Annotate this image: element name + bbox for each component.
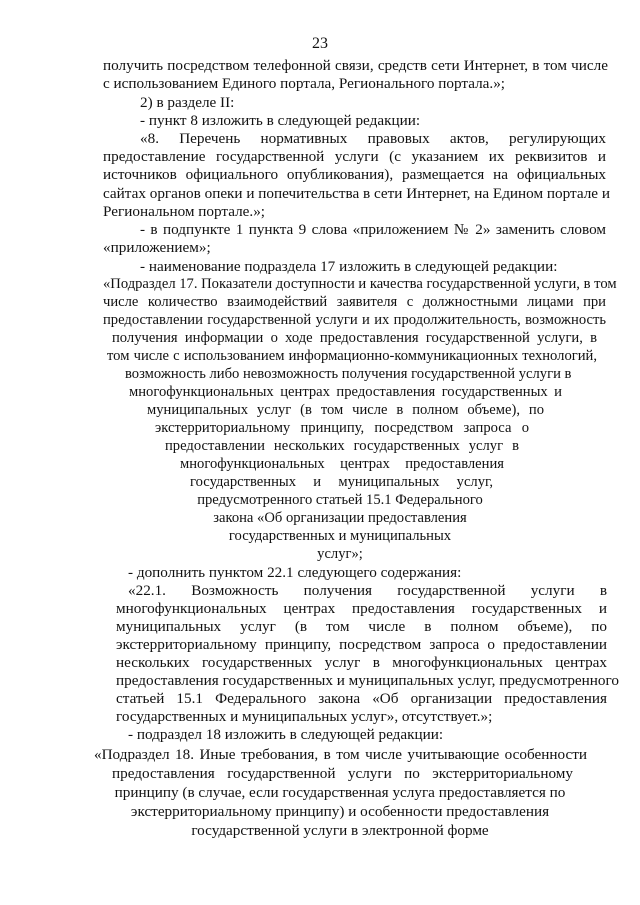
text-line: «приложением»;: [103, 239, 211, 256]
text-line: получить посредством телефонной связи, средств сети Интернет, в том числе: [103, 57, 608, 74]
text-line: предусмотренного статьей 15.1 Федерального: [197, 492, 483, 508]
page-number: 23: [312, 35, 328, 52]
text-line: - наименование подраздела 17 изложить в следующей редакции:: [140, 258, 558, 275]
text-line: муниципальных услуг (в том числе в полном объеме), по: [116, 618, 607, 635]
text-line: «Подраздел 17. Показатели доступности и качества государственной услуги, в том: [103, 276, 617, 292]
text-line: источников официального опубликования), размещается на официальных: [103, 166, 606, 183]
text-line: услуг»;: [317, 546, 363, 562]
text-line: Региональном портале.»;: [103, 203, 266, 220]
text-line: предоставление государственной услуги (с указанием их реквизитов и: [103, 148, 606, 165]
text-line: статьей 15.1 Федерального закона «Об организации предоставления: [116, 690, 607, 707]
text-line: с использованием Единого портала, Регионального портала.»;: [103, 75, 506, 92]
text-line: числе количество взаимодействий заявителя с должностными лицами при: [103, 294, 606, 310]
text-line: «22.1. Возможность получения государственной услуги в: [128, 582, 607, 599]
text-line: нескольких государственных услуг в многофункциональных центрах: [116, 654, 607, 671]
text-line: многофункциональных центрах предоставления государственных и: [116, 600, 607, 617]
text-line: получения информации о ходе предоставления государственной услуги, в: [112, 330, 597, 346]
text-line: предоставления государственной услуги по экстерриториальному: [112, 765, 573, 782]
text-line: «8. Перечень нормативных правовых актов, регулирующих: [140, 130, 606, 147]
text-line: - подраздел 18 изложить в следующей редакции:: [128, 726, 444, 743]
text-line: возможность либо невозможность получения государственной услуги в: [125, 366, 572, 382]
text-line: сайтах органов опеки и попечительства в сети Интернет, на Едином портале и: [103, 185, 610, 202]
text-line: предоставлении государственной услуги и их продолжительность, возможность: [103, 312, 606, 328]
text-line: государственных и муниципальных: [228, 528, 452, 544]
text-line: том числе с использованием информационно-коммуникационных технологий,: [107, 348, 597, 364]
text-line: государственной услуги в электронной форме: [191, 822, 489, 839]
text-line: экстерриториальному принципу) и особенности предоставления: [130, 803, 550, 820]
text-line: предоставления государственных и муниципальных услуг, предусмотренного: [116, 672, 619, 689]
text-line: предоставлении нескольких государственных услуг в: [165, 438, 519, 454]
text-line: муниципальных услуг (в том числе в полном объеме), по: [147, 402, 544, 418]
text-line: принципу (в случае, если государственная услуга предоставляется по: [114, 784, 566, 801]
text-line: государственных и муниципальных услуг,: [190, 474, 493, 490]
text-line: государственных и муниципальных услуг», отсутствует.»;: [116, 708, 493, 725]
text-line: закона «Об организации предоставления: [213, 510, 467, 526]
text-line: экстерриториальному принципу, посредством запроса о предоставлении: [116, 636, 607, 653]
text-line: 2) в разделе II:: [140, 94, 235, 111]
text-line: экстерриториальному принципу, посредством запроса о: [155, 420, 529, 436]
text-line: многофункциональных центрах предоставления государственных и: [129, 384, 562, 400]
text-line: - пункт 8 изложить в следующей редакции:: [140, 112, 421, 129]
text-line: - дополнить пунктом 22.1 следующего содержания:: [128, 564, 462, 581]
text-line: - в подпункте 1 пункта 9 слова «приложением № 2» заменить словом: [140, 221, 606, 238]
text-line: «Подраздел 18. Иные требования, в том числе учитывающие особенности: [94, 746, 587, 763]
text-line: многофункциональных центрах предоставления: [180, 456, 504, 472]
